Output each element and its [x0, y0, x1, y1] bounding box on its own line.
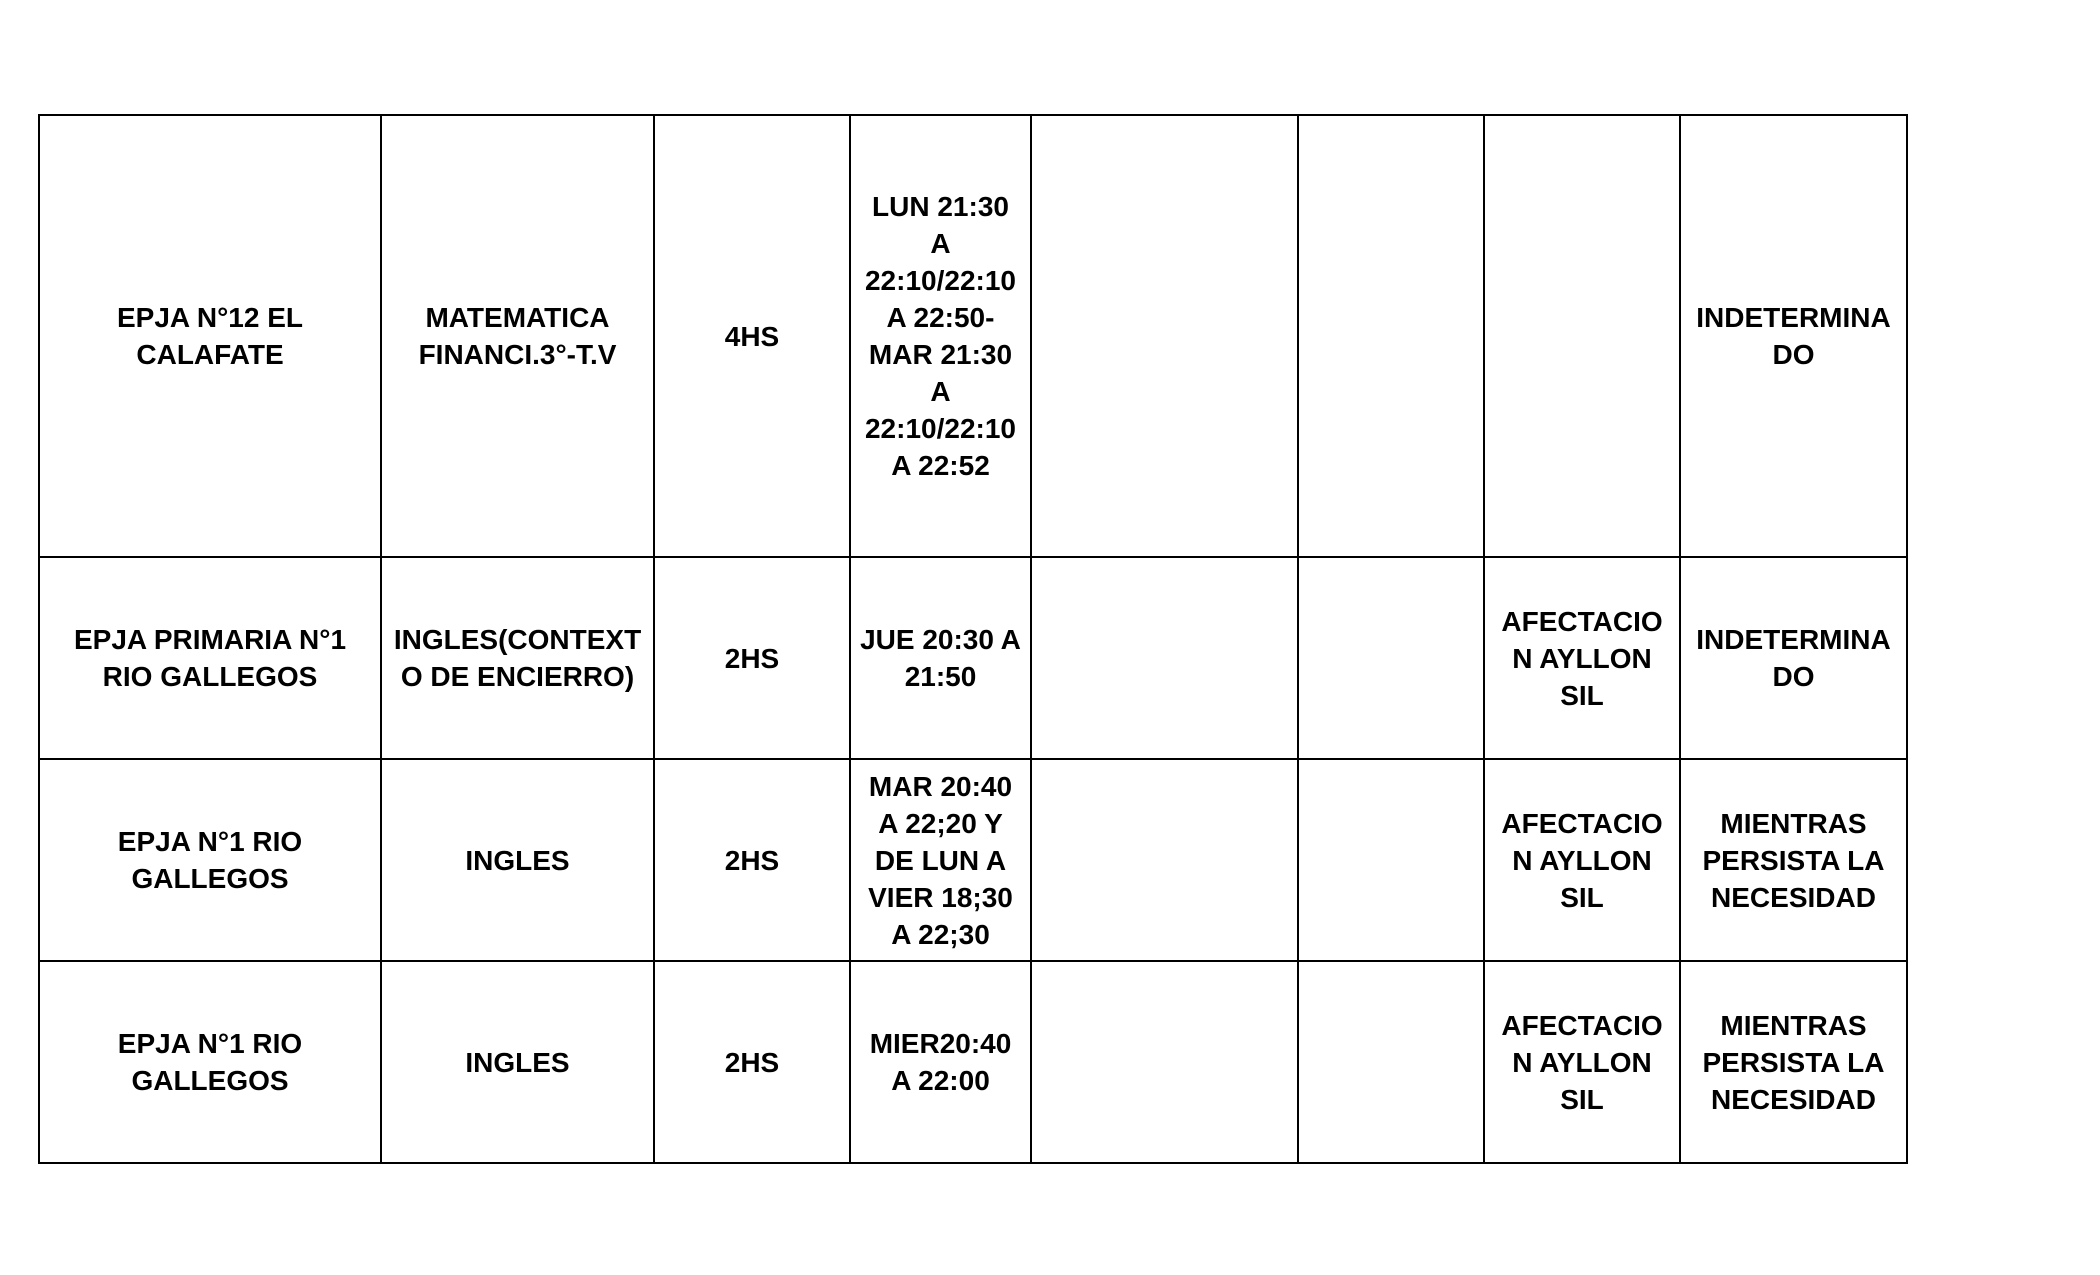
empty-cell — [1031, 961, 1298, 1163]
table-row — [39, 961, 1907, 1163]
subject-cell: INGLES — [381, 759, 654, 961]
table-row — [39, 557, 1907, 759]
empty-cell — [1298, 961, 1484, 1163]
duration-cell: MIENTRAS PERSISTA LA NECESIDAD — [1680, 961, 1907, 1163]
hours-cell: 2HS — [654, 961, 850, 1163]
duration-cell: INDETERMINA DO — [1680, 557, 1907, 759]
hours-cell: 2HS — [654, 557, 850, 759]
school-cell: EPJA N°12 EL CALAFATE — [39, 115, 381, 557]
subject-cell: INGLES — [381, 961, 654, 1163]
empty-cell — [1031, 115, 1298, 557]
empty-cell — [1031, 557, 1298, 759]
schedule-cell: MAR 20:40 A 22;20 Y DE LUN A VIER 18;30 A 22;30 — [850, 759, 1031, 961]
note-cell: AFECTACIO N AYLLON SIL — [1484, 759, 1680, 961]
hours-cell: 4HS — [654, 115, 850, 557]
note-cell: AFECTACIO N AYLLON SIL — [1484, 557, 1680, 759]
empty-cell — [1298, 115, 1484, 557]
assignments-table — [38, 114, 1908, 1164]
schedule-cell: MIER20:40 A 22:00 — [850, 961, 1031, 1163]
empty-cell — [1298, 557, 1484, 759]
schedule-cell: JUE 20:30 A 21:50 — [850, 557, 1031, 759]
school-cell: EPJA PRIMARIA N°1 RIO GALLEGOS — [39, 557, 381, 759]
table-row — [39, 759, 1907, 961]
table-row — [39, 115, 1907, 557]
subject-cell: MATEMATICA FINANCI.3°-T.V — [381, 115, 654, 557]
school-cell: EPJA N°1 RIO GALLEGOS — [39, 961, 381, 1163]
duration-cell: INDETERMINA DO — [1680, 115, 1907, 557]
school-cell: EPJA N°1 RIO GALLEGOS — [39, 759, 381, 961]
note-cell: AFECTACIO N AYLLON SIL — [1484, 961, 1680, 1163]
empty-cell — [1298, 759, 1484, 961]
hours-cell: 2HS — [654, 759, 850, 961]
note-cell — [1484, 115, 1680, 557]
subject-cell: INGLES(CONTEXT O DE ENCIERRO) — [381, 557, 654, 759]
empty-cell — [1031, 759, 1298, 961]
duration-cell: MIENTRAS PERSISTA LA NECESIDAD — [1680, 759, 1907, 961]
schedule-cell: LUN 21:30 A 22:10/22:10 A 22:50- MAR 21:30 A 22:10/22:10 A 22:52 — [850, 115, 1031, 557]
